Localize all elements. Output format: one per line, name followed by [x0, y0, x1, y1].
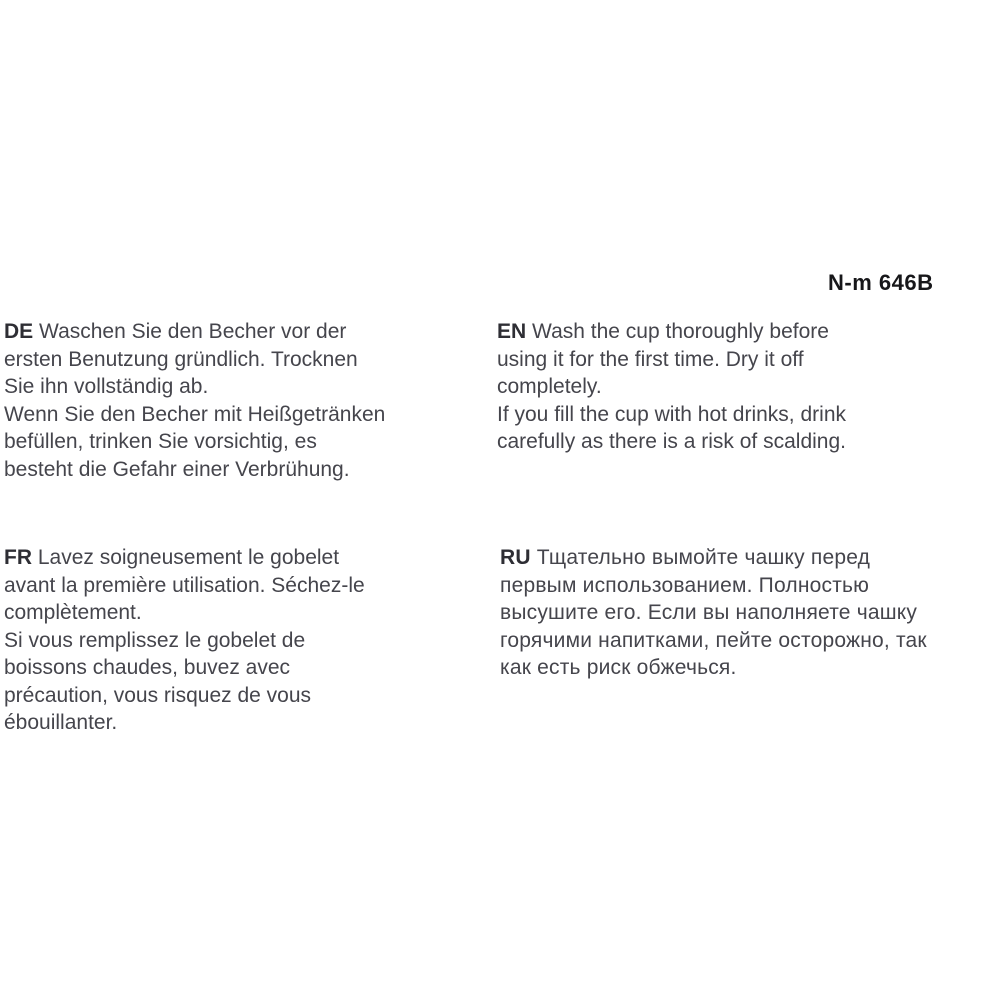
instructions-de-line: ersten Benutzung gründlich. Trocknen [4, 347, 358, 371]
instructions-fr-line: boissons chaudes, buvez avec [4, 656, 291, 679]
language-code-en: EN [497, 320, 527, 343]
language-code-fr: FR [4, 546, 32, 569]
instructions-en-line: carefully as there is a risk of scalding. [497, 430, 846, 453]
instructions-ru-line: высушите его. Если вы наполняете чашку [500, 601, 918, 624]
instructions-en-line [497, 318, 846, 346]
instructions-fr-line: avant la première utilisation. Séchez-le [4, 573, 365, 597]
instructions-en-line: using it for the first time. Dry it off [497, 347, 804, 371]
instructions-ru-line: первым использованием. Полностью [500, 573, 870, 597]
instructions-fr-line: Si vous remplissez le gobelet de [4, 628, 306, 652]
instructions-ru-line [500, 544, 927, 572]
instructions-en-text: Wash the cup thoroughly before [532, 320, 829, 343]
instructions-fr-line [4, 544, 365, 572]
instructions-de-line: befüllen, trinken Sie vorsichtig, es [4, 430, 317, 453]
instructions-de-line: besteht die Gefahr einer Verbrühung. [4, 457, 350, 481]
instructions-de [4, 318, 385, 483]
instructions-ru-line: горячими напитками, пейте осторожно, так [500, 628, 927, 652]
instructions-de-line [4, 318, 385, 346]
instructions-de-line: Wenn Sie den Becher mit Heißgetränken [4, 402, 386, 426]
instructions-fr-line: ébouillanter. [4, 711, 118, 734]
instructions-de-text: Waschen Sie den Becher vor der [39, 320, 347, 343]
instructions-de-line: Sie ihn vollständig ab. [4, 375, 209, 398]
instructions-fr [4, 544, 365, 737]
instructions-en-line: If you fill the cup with hot drinks, drink [497, 402, 846, 426]
instructions-fr-text: Lavez soigneusement le gobelet [37, 546, 340, 569]
language-code-de: DE [4, 320, 34, 343]
instructions-ru-text: Тщательно вымойте чашку перед [536, 546, 871, 569]
language-code-ru: RU [500, 546, 531, 569]
instructions-en-line: completely. [497, 375, 602, 398]
instructions-ru-line: как есть риск обжечься. [500, 656, 737, 679]
instructions-fr-line: complètement. [4, 601, 142, 624]
instructions-fr-line: précaution, vous risquez de vous [4, 683, 312, 707]
instructions-ru [500, 544, 927, 682]
product-model-label: N-m 646B [828, 270, 934, 295]
instructions-en [497, 318, 846, 456]
